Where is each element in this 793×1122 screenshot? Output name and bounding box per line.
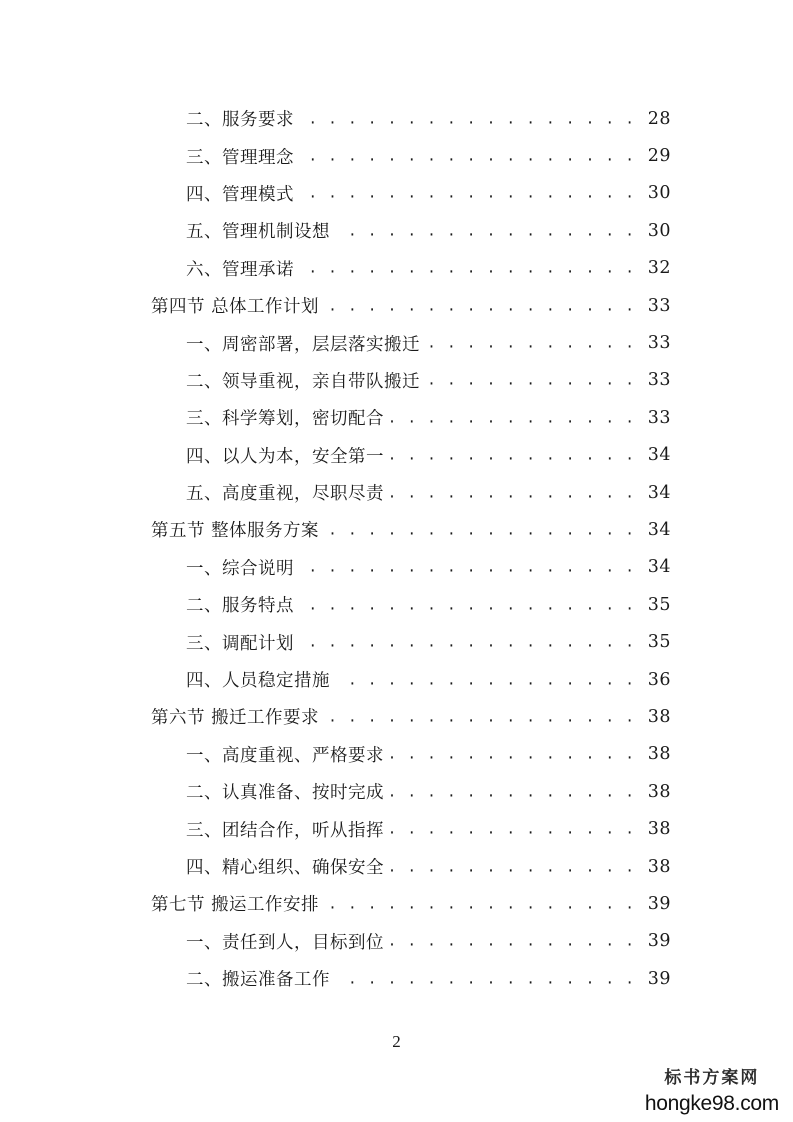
toc-entry-page-number: 33 (647, 333, 671, 354)
toc-entry-page-number: 34 (647, 482, 671, 503)
toc-dot-leader (300, 137, 635, 174)
toc-entry-page-number: 30 (647, 183, 671, 204)
toc-entry-label: 二、领导重视，亲自带队搬迁 (186, 368, 426, 393)
toc-entry-label: 一、高度重视、严格要求 (186, 742, 390, 767)
toc-entry-page-number: 38 (647, 781, 671, 802)
toc-entry-label: 二、服务特点 (186, 592, 300, 617)
table-of-contents (0, 100, 793, 997)
toc-entry-label: 五、高度重视，尽职尽责 (186, 480, 390, 505)
toc-entry-label: 第五节 整体服务方案 (151, 517, 325, 542)
toc-dot-leader (300, 586, 635, 623)
toc-dot-leader (336, 661, 635, 698)
toc-dot-leader (300, 100, 635, 137)
toc-dot-leader (300, 175, 635, 212)
toc-entry-page-number: 34 (647, 557, 671, 578)
toc-entry-label: 三、团结合作，听从指挥 (186, 817, 390, 842)
toc-entry-page-number: 39 (647, 893, 671, 914)
watermark-title: 标书方案网 (664, 1068, 760, 1088)
toc-dot-leader (336, 960, 635, 997)
toc-entry-page-number: 38 (647, 856, 671, 877)
toc-subsection-entry[interactable] (0, 100, 793, 137)
toc-subsection-entry[interactable] (0, 362, 793, 399)
toc-entry-label: 四、精心组织、确保安全 (186, 854, 390, 879)
toc-entry-page-number: 38 (647, 819, 671, 840)
toc-dot-leader (390, 399, 635, 436)
toc-dot-leader (390, 474, 635, 511)
toc-subsection-entry[interactable] (0, 623, 793, 660)
toc-entry-page-number: 36 (647, 669, 671, 690)
toc-entry-label: 六、管理承诺 (186, 256, 300, 281)
toc-entry-label: 五、管理机制设想 (186, 218, 336, 243)
toc-section-entry[interactable] (0, 698, 793, 735)
toc-entry-label: 二、认真准备、按时完成 (186, 779, 390, 804)
toc-entry-page-number: 39 (647, 931, 671, 952)
toc-dot-leader (325, 511, 635, 548)
toc-subsection-entry[interactable] (0, 175, 793, 212)
page-number: 2 (392, 1032, 401, 1051)
toc-dot-leader (390, 848, 635, 885)
toc-subsection-entry[interactable] (0, 960, 793, 997)
toc-subsection-entry[interactable] (0, 923, 793, 960)
toc-section-entry[interactable] (0, 885, 793, 922)
toc-entry-page-number: 32 (647, 258, 671, 279)
toc-entry-page-number: 28 (647, 108, 671, 129)
toc-entry-page-number: 30 (647, 220, 671, 241)
toc-section-entry[interactable] (0, 511, 793, 548)
toc-section-entry[interactable] (0, 287, 793, 324)
toc-entry-label: 一、责任到人，目标到位 (186, 929, 390, 954)
toc-subsection-entry[interactable] (0, 212, 793, 249)
toc-dot-leader (300, 250, 635, 287)
toc-entry-label: 三、科学筹划，密切配合 (186, 405, 390, 430)
toc-entry-page-number: 35 (647, 594, 671, 615)
toc-subsection-entry[interactable] (0, 848, 793, 885)
toc-entry-label: 第七节 搬运工作安排 (151, 891, 325, 916)
toc-entry-label: 四、以人为本，安全第一 (186, 443, 390, 468)
toc-dot-leader (390, 437, 635, 474)
toc-subsection-entry[interactable] (0, 773, 793, 810)
toc-subsection-entry[interactable] (0, 736, 793, 773)
toc-entry-label: 一、周密部署，层层落实搬迁 (186, 331, 426, 356)
toc-dot-leader (426, 324, 635, 361)
toc-entry-page-number: 33 (647, 407, 671, 428)
toc-dot-leader (300, 549, 635, 586)
toc-entry-page-number: 29 (647, 146, 671, 167)
toc-entry-page-number: 34 (647, 519, 671, 540)
toc-entry-label: 第四节 总体工作计划 (151, 293, 325, 318)
toc-dot-leader (426, 362, 635, 399)
toc-subsection-entry[interactable] (0, 437, 793, 474)
toc-dot-leader (325, 287, 635, 324)
toc-entry-label: 三、调配计划 (186, 630, 300, 655)
watermark (645, 1070, 779, 1114)
toc-dot-leader (325, 885, 635, 922)
toc-subsection-entry[interactable] (0, 324, 793, 361)
toc-entry-page-number: 34 (647, 445, 671, 466)
toc-dot-leader (390, 736, 635, 773)
toc-entry-page-number: 38 (647, 706, 671, 727)
toc-subsection-entry[interactable] (0, 810, 793, 847)
toc-entry-label: 四、人员稳定措施 (186, 667, 336, 692)
toc-dot-leader (336, 212, 635, 249)
toc-entry-label: 三、管理理念 (186, 144, 300, 169)
toc-subsection-entry[interactable] (0, 250, 793, 287)
toc-dot-leader (390, 773, 635, 810)
toc-entry-page-number: 39 (647, 968, 671, 989)
toc-subsection-entry[interactable] (0, 549, 793, 586)
toc-dot-leader (325, 698, 635, 735)
toc-entry-label: 第六节 搬迁工作要求 (151, 704, 325, 729)
toc-entry-page-number: 33 (647, 295, 671, 316)
watermark-url: hongke98.com (644, 1092, 779, 1115)
toc-subsection-entry[interactable] (0, 586, 793, 623)
toc-entry-page-number: 38 (647, 744, 671, 765)
toc-dot-leader (300, 623, 635, 660)
toc-entry-page-number: 33 (647, 370, 671, 391)
toc-subsection-entry[interactable] (0, 474, 793, 511)
toc-dot-leader (390, 810, 635, 847)
toc-subsection-entry[interactable] (0, 399, 793, 436)
toc-dot-leader (390, 923, 635, 960)
toc-subsection-entry[interactable] (0, 661, 793, 698)
toc-entry-label: 二、搬运准备工作 (186, 966, 336, 991)
toc-entry-label: 一、综合说明 (186, 555, 300, 580)
toc-subsection-entry[interactable] (0, 137, 793, 174)
toc-entry-label: 四、管理模式 (186, 181, 300, 206)
toc-entry-label: 二、服务要求 (186, 106, 300, 131)
toc-entry-page-number: 35 (647, 632, 671, 653)
